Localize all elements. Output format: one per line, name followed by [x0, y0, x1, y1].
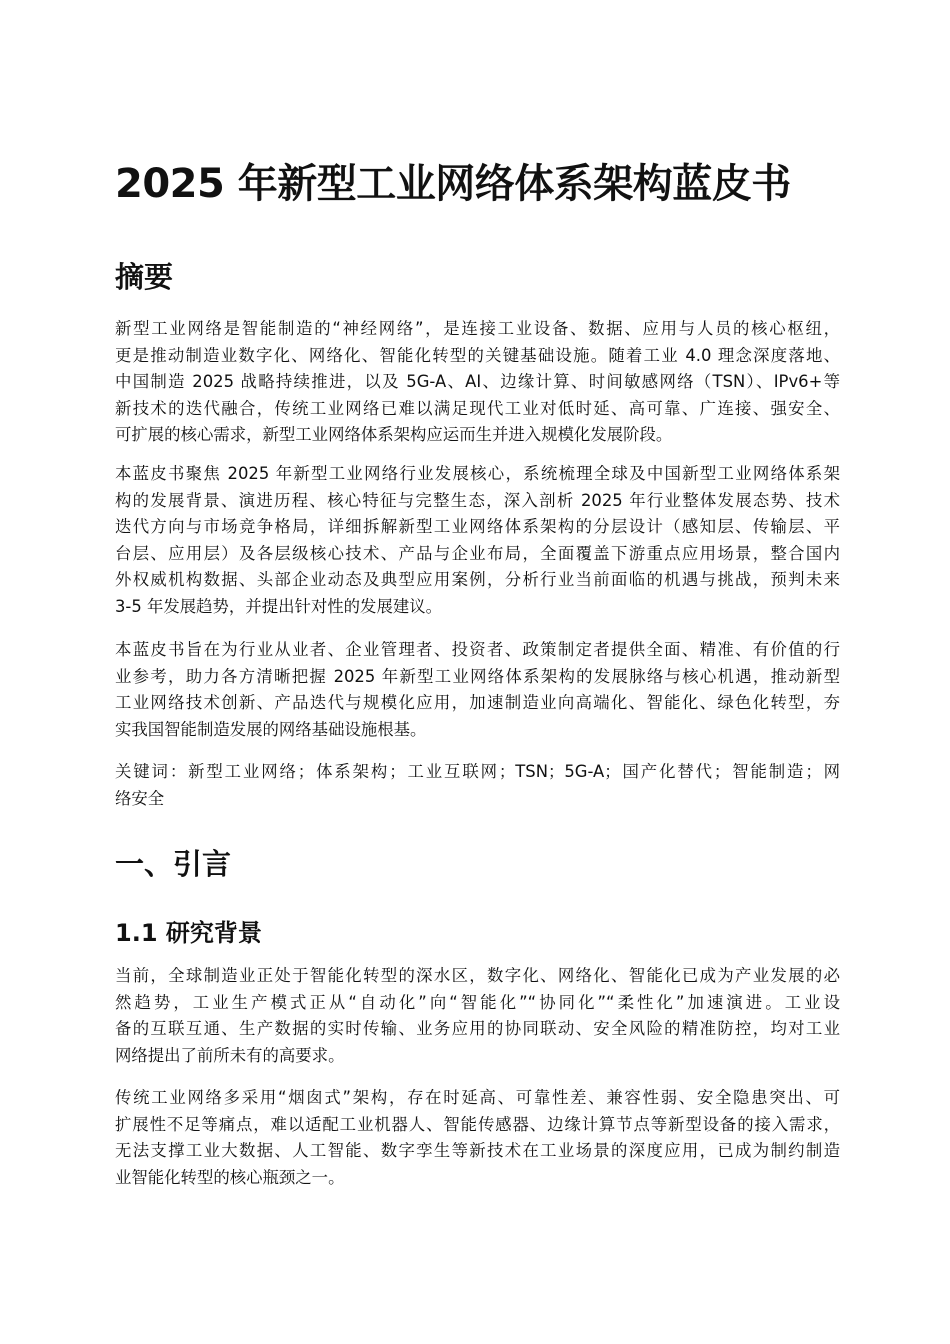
- text-line: 扩展性不足等痛点，难以适配工业机器人、智能传感器、边缘计算节点等新型设备的接入需求，: [115, 1114, 840, 1134]
- text-line: 无法支撑工业大数据、人工智能、数字孪生等新技术在工业场景的深度应用，已成为制约制造: [115, 1141, 840, 1160]
- text-line: 业智能化转型的核心瓶颈之一。: [115, 1167, 345, 1187]
- text-line: 新技术的迭代融合，传统工业网络已难以满足现代工业对低时延、高可靠、广连接、强安全、: [115, 398, 840, 418]
- text-line: 业参考，助力各方清晰把握 2025 年新型工业网络体系架构的发展脉络与核心机遇，推动新型: [115, 666, 840, 686]
- text-line: 络安全: [115, 788, 165, 808]
- text-line: 本蓝皮书聚焦 2025 年新型工业网络行业发展核心，系统梳理全球及中国新型工业网络体系架: [115, 464, 840, 483]
- abstract-paragraph-2: [115, 461, 840, 620]
- background-paragraph-1: [115, 963, 840, 1069]
- section-heading-introduction: 一、引言: [115, 847, 232, 881]
- text-line: 本蓝皮书旨在为行业从业者、企业管理者、投资者、政策制定者提供全面、精准、有价值的行: [115, 640, 840, 659]
- text-line: 新型工业网络是智能制造的“神经网络”，是连接工业设备、数据、应用与人员的核心枢纽，: [115, 319, 840, 338]
- text-line: 迭代方向与市场竞争格局，详细拆解新型工业网络体系架构的分层设计（感知层、传输层、平: [115, 517, 840, 536]
- abstract-paragraph-1: [115, 316, 840, 449]
- text-line: 外权威机构数据、头部企业动态及典型应用案例，分析行业当前面临的机遇与挑战，预判未来: [115, 570, 840, 589]
- text-line: 台层、应用层）及各层级核心技术、产品与企业布局，全面覆盖下游重点应用场景，整合国内: [115, 543, 840, 563]
- subsection-heading-background: 1.1 研究背景: [115, 919, 262, 947]
- text-line: 工业网络技术创新、产品迭代与规模化应用，加速制造业向高端化、智能化、绿色化转型，夯: [115, 693, 840, 712]
- text-line: 备的互联互通、生产数据的实时传输、业务应用的协同联动、安全风险的精准防控，均对工业: [115, 1019, 840, 1038]
- text-line: 实我国智能制造发展的网络基础设施根基。: [115, 719, 427, 739]
- text-line: 传统工业网络多采用“烟囱式”架构，存在时延高、可靠性差、兼容性弱、安全隐患突出、可: [115, 1088, 840, 1107]
- document-title: 2025 年新型工业网络体系架构蓝皮书: [115, 161, 791, 207]
- keywords: [115, 759, 840, 812]
- abstract-paragraph-3: [115, 637, 840, 743]
- text-line: 关键词：新型工业网络；体系架构；工业互联网；TSN；5G-A；国产化替代；智能制造；网: [115, 762, 840, 781]
- text-line: 构的发展背景、演进历程、核心特征与完整生态，深入剖析 2025 年行业整体发展态势、技术: [115, 490, 840, 510]
- text-line: 然趋势，工业生产模式正从“自动化”向“智能化”“协同化”“柔性化”加速演进。工业设: [115, 992, 840, 1012]
- text-line: 网络提出了前所未有的高要求。: [115, 1045, 345, 1065]
- text-line: 3-5 年发展趋势，并提出针对性的发展建议。: [115, 596, 443, 616]
- abstract-heading: 摘要: [115, 260, 174, 294]
- text-line: 中国制造 2025 战略持续推进，以及 5G-A、AI、边缘计算、时间敏感网络（TSN）、IPv6+等: [115, 372, 840, 391]
- text-line: 更是推动制造业数字化、网络化、智能化转型的关键基础设施。随着工业 4.0 理念深度落地、: [115, 345, 840, 365]
- text-line: 可扩展的核心需求，新型工业网络体系架构应运而生并进入规模化发展阶段。: [115, 425, 673, 444]
- text-line: 当前，全球制造业正处于智能化转型的深水区，数字化、网络化、智能化已成为产业发展的必: [115, 966, 840, 985]
- background-paragraph-2: [115, 1085, 840, 1191]
